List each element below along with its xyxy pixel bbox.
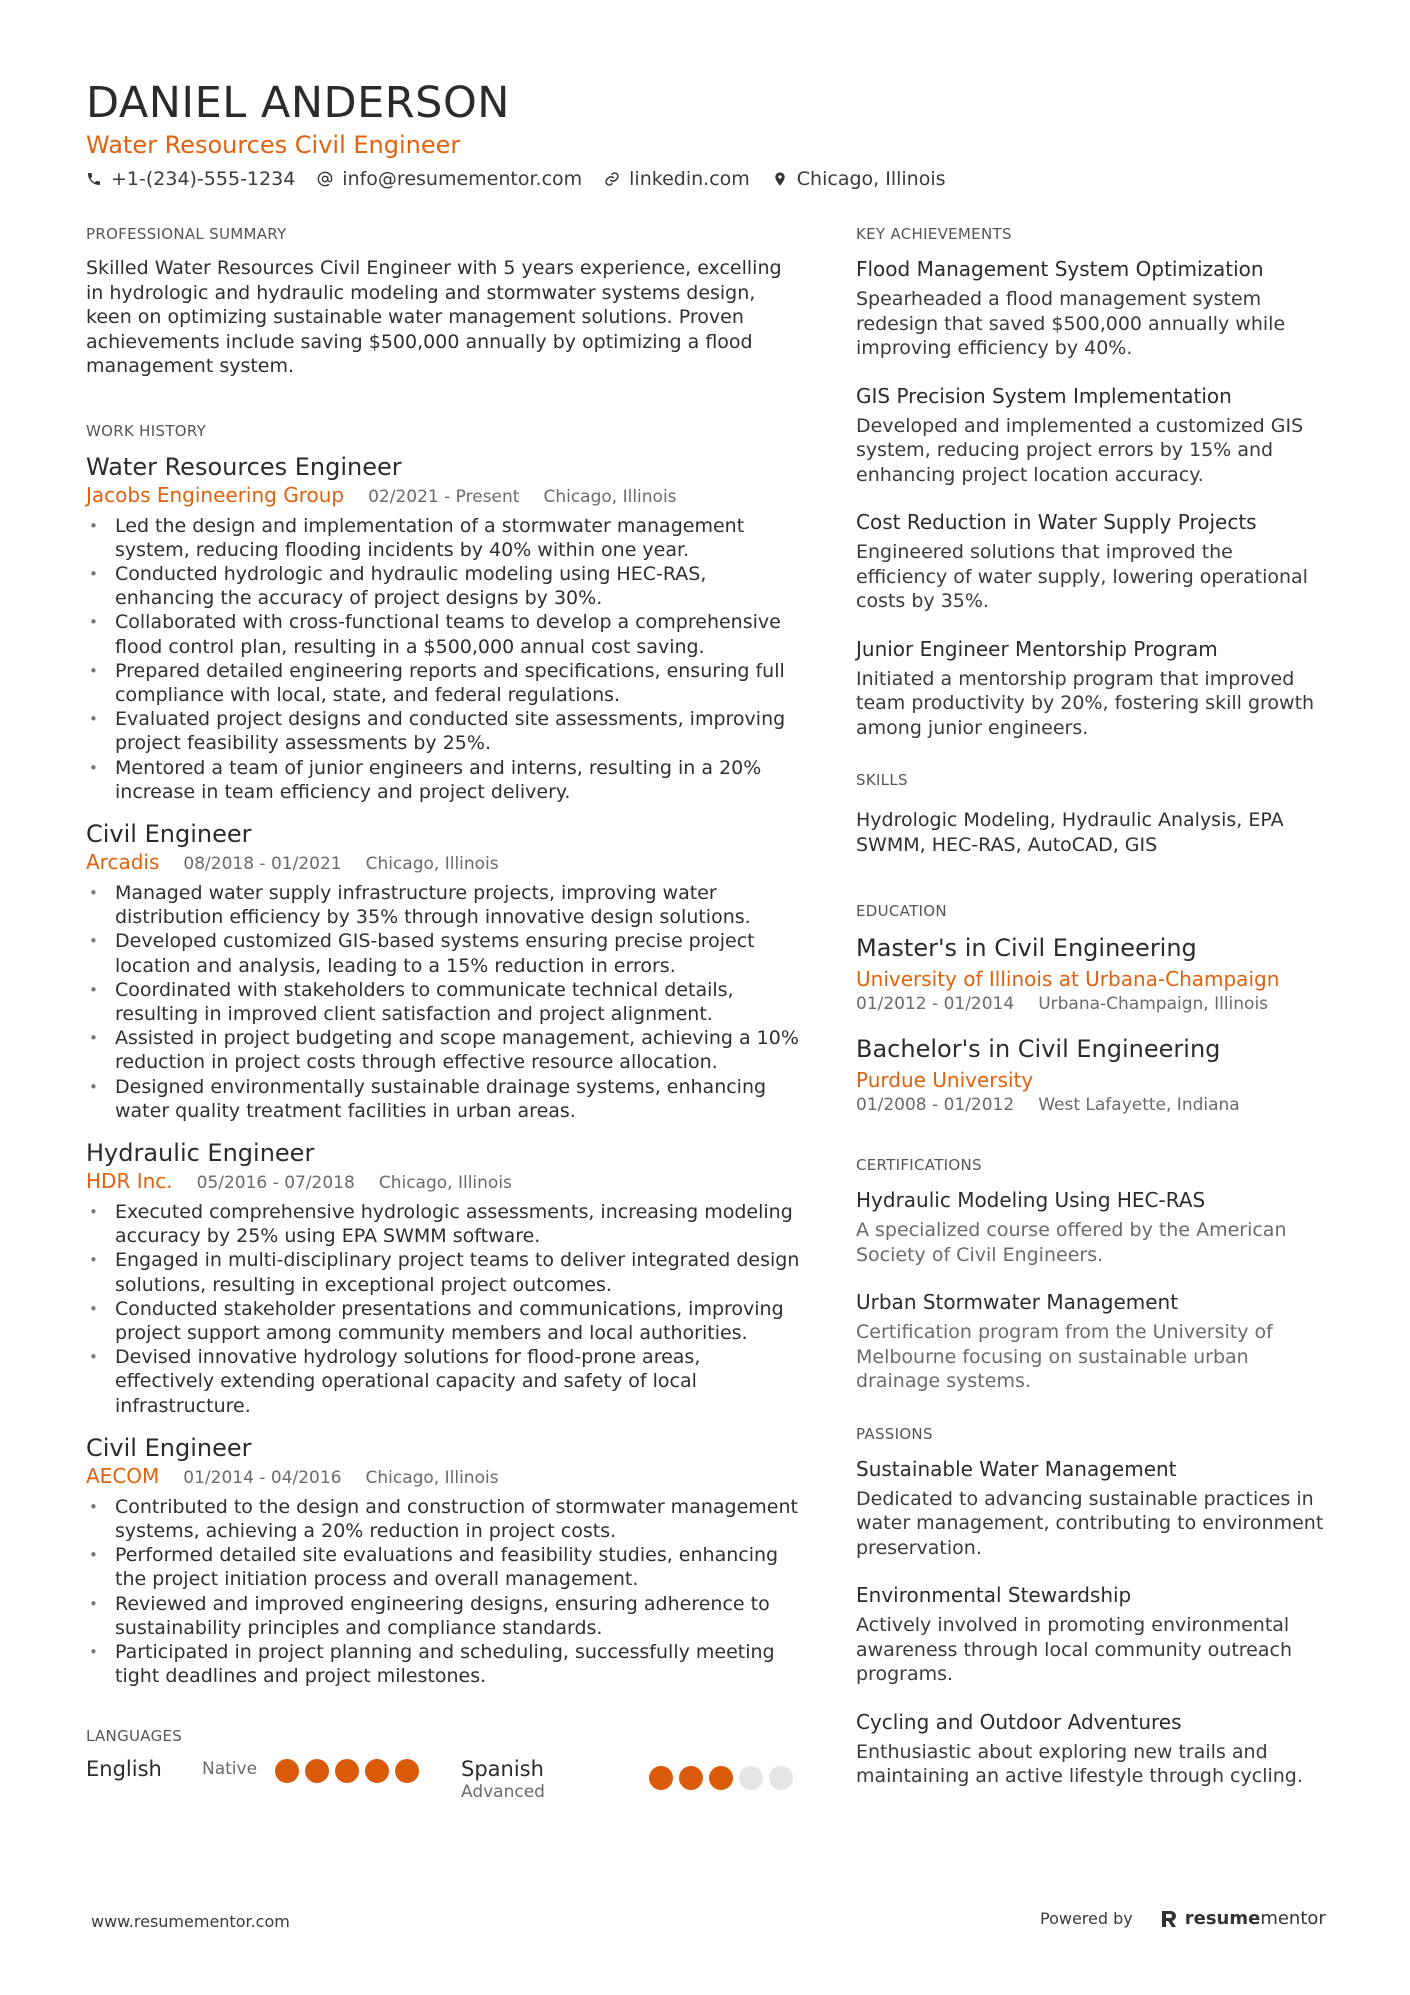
- skills-heading: SKILLS: [856, 771, 908, 789]
- job-bullet: • Engaged in multi-disciplinary project teams to deliver integrated design solutions, resulting in exceptional project outcomes.: [86, 1248, 801, 1296]
- language-name: English: [86, 1757, 162, 1782]
- language-item: [461, 1756, 801, 1802]
- passion-desc: Enthusiastic about exploring new trails and maintaining an active lifestyle through cycling.: [856, 1740, 1303, 1787]
- resume-page: [86, 78, 1324, 1803]
- footer-website[interactable]: www.resumementor.com: [91, 1912, 290, 1931]
- location-pin-icon: [772, 171, 788, 187]
- brand-name: [1185, 1908, 1326, 1929]
- achievement-item: [856, 383, 1324, 488]
- rating-dot-empty: [769, 1766, 793, 1790]
- passion-desc: Actively involved in promoting environmental awareness through local community outreach programs.: [856, 1614, 1292, 1685]
- job-entry: [86, 1434, 801, 1689]
- job-meta: [86, 849, 801, 877]
- certification-desc: Certification program from the University of Melbourne focusing on sustainable urban drainage systems.: [856, 1321, 1273, 1392]
- passion-title: Environmental Stewardship: [856, 1583, 1132, 1607]
- job-bullet: • Performed detailed site evaluations and feasibility studies, enhancing the project initiation process and overall management.: [86, 1543, 801, 1591]
- passion-item: [856, 1709, 1324, 1789]
- job-bullet: • Prepared detailed engineering reports and specifications, ensuring full compliance with local, state, and federal regulations.: [86, 659, 801, 707]
- skills-text: Hydrologic Modeling, Hydraulic Analysis, EPA SWMM, HEC-RAS, AutoCAD, GIS: [856, 809, 1284, 856]
- achievement-item: [856, 636, 1324, 741]
- passion-item: [856, 1456, 1324, 1561]
- phone-icon: [86, 171, 102, 187]
- passion-title: Cycling and Outdoor Adventures: [856, 1709, 1182, 1734]
- contact-location: [772, 166, 946, 192]
- achievement-desc: Spearheaded a flood management system redesign that saved $500,000 annually while improving efficiency by 40%.: [856, 288, 1286, 359]
- job-bullet: • Contributed to the design and construction of stormwater management systems, achieving a 20% reduction in project costs.: [86, 1495, 801, 1543]
- skills-section: [856, 770, 1324, 857]
- work-history-section: [86, 421, 801, 1689]
- languages-section: [86, 1726, 801, 1802]
- brand-name-rest: mentor: [1260, 1908, 1326, 1929]
- job-bullets: [86, 1200, 801, 1418]
- job-bullet: • Led the design and implementation of a stormwater management system, reducing flooding incidents by 40% within one year.: [86, 514, 801, 562]
- job-dates: 08/2018 - 01/2021: [183, 853, 342, 874]
- education-section: [856, 901, 1324, 1117]
- language-level: Advanced: [461, 1782, 545, 1803]
- work-history-heading: WORK HISTORY: [86, 421, 207, 440]
- job-dates: 01/2014 - 04/2016: [183, 1467, 342, 1488]
- certification-title: Urban Stormwater Management: [856, 1290, 1179, 1314]
- rating-dot-filled: [709, 1766, 733, 1790]
- job-bullet: • Coordinated with stakeholders to communicate technical details, resulting in improved client satisfaction and project alignment.: [86, 978, 801, 1026]
- language-name: Spanish: [461, 1757, 544, 1782]
- job-bullet: • Managed water supply infrastructure projects, improving water distribution efficiency by 35% through innovative design solutions.: [86, 881, 801, 929]
- achievement-item: [856, 509, 1324, 614]
- language-labels: [461, 1756, 649, 1802]
- passion-item: [856, 1582, 1324, 1687]
- job-meta: [86, 482, 801, 510]
- rating-dot-filled: [335, 1759, 359, 1783]
- education-school: University of Illinois at Urbana-Champaign: [856, 967, 1280, 991]
- education-location: West Lafayette, Indiana: [1038, 1095, 1240, 1115]
- job-dates: 05/2016 - 07/2018: [196, 1172, 355, 1193]
- job-bullets: [86, 1495, 801, 1689]
- job-bullet: • Participated in project planning and scheduling, successfully meeting tight deadlines and project milestones.: [86, 1640, 801, 1688]
- achievement-desc: Engineered solutions that improved the efficiency of water supply, lowering operational costs by 35%.: [856, 541, 1308, 612]
- certifications-heading: CERTIFICATIONS: [856, 1156, 982, 1174]
- job-title: Hydraulic Engineer: [86, 1138, 315, 1167]
- job-entry: [86, 1139, 801, 1418]
- job-bullet: • Conducted hydrologic and hydraulic modeling using HEC-RAS, enhancing the accuracy of project designs by 30%.: [86, 562, 801, 610]
- brand-logo[interactable]: [1159, 1908, 1326, 1929]
- education-degree: Bachelor's in Civil Engineering: [856, 1035, 1221, 1063]
- contact-email[interactable]: [317, 166, 582, 192]
- achievement-title: GIS Precision System Implementation: [856, 383, 1232, 408]
- job-title: Civil Engineer: [86, 819, 252, 848]
- job-bullet: • Collaborated with cross-functional teams to develop a comprehensive flood control plan, resulting in a $500,000 annual cost saving.: [86, 610, 801, 658]
- languages-list: [86, 1756, 801, 1802]
- rating-dot-empty: [739, 1766, 763, 1790]
- email-text: info@resumementor.com: [342, 168, 583, 190]
- job-entry: [86, 453, 801, 804]
- job-title-headline: Water Resources Civil Engineer: [86, 131, 461, 159]
- job-bullet: • Developed customized GIS-based systems ensuring precise project location and analysis, leading to a 15% reduction in errors.: [86, 929, 801, 977]
- rating-dot-filled: [275, 1759, 299, 1783]
- job-bullet: • Conducted stakeholder presentations and communications, improving project support among community members and local authorities.: [86, 1297, 801, 1345]
- summary-text: Skilled Water Resources Civil Engineer with 5 years experience, excelling in hydrologic and hydraulic modeling and stormwater systems design, keen on optimizing sustainable water management solutions. Proven achievements include saving $500,000 annually by optimizing a flood management system.: [86, 257, 782, 377]
- job-bullets: [86, 881, 801, 1123]
- job-title: Water Resources Engineer: [86, 452, 402, 481]
- contact-linkedin[interactable]: [604, 166, 750, 192]
- achievements-section: [856, 224, 1324, 740]
- job-company: HDR Inc.: [86, 1168, 173, 1193]
- education-dates: 01/2008 - 01/2012: [856, 1095, 1015, 1115]
- powered-by-text: Powered by: [1040, 1909, 1133, 1928]
- certification-title: Hydraulic Modeling Using HEC-RAS: [856, 1188, 1206, 1212]
- left-column: [86, 224, 801, 1802]
- job-bullet: • Evaluated project designs and conducted site assessments, improving project feasibility assessments by 25%.: [86, 707, 801, 755]
- passion-desc: Dedicated to advancing sustainable practices in water management, contributing to environment preservation.: [856, 1487, 1324, 1559]
- achievement-desc: Developed and implemented a customized GIS system, reducing project errors by 15% and enhancing project location accuracy.: [856, 414, 1304, 486]
- job-meta: [86, 1168, 801, 1196]
- job-bullet: • Executed comprehensive hydrologic assessments, increasing modeling accuracy by 25% using EPA SWMM software.: [86, 1200, 801, 1248]
- achievements-heading: KEY ACHIEVEMENTS: [856, 225, 1012, 243]
- job-entry: [86, 820, 801, 1123]
- job-bullet: • Designed environmentally sustainable drainage systems, enhancing water quality treatment facilities in urban areas.: [86, 1075, 801, 1123]
- at-sign-icon: [317, 171, 333, 187]
- certification-desc: A specialized course offered by the American Society of Civil Engineers.: [856, 1219, 1287, 1266]
- rating-dot-filled: [365, 1759, 389, 1783]
- job-title: Civil Engineer: [86, 1433, 252, 1462]
- rating-dot-filled: [679, 1766, 703, 1790]
- achievement-item: [856, 256, 1324, 361]
- education-meta: [856, 1093, 1324, 1117]
- job-bullets: [86, 514, 801, 804]
- candidate-name: DANIEL ANDERSON: [86, 78, 510, 128]
- language-level: Native: [202, 1759, 258, 1780]
- brand-name-bold: resume: [1184, 1908, 1261, 1929]
- language-rating: [275, 1759, 419, 1783]
- job-bullet: • Devised innovative hydrology solutions for flood-prone areas, effectively extending operational capacity and safety of local infrastructure.: [86, 1345, 801, 1418]
- job-bullet: • Assisted in project budgeting and scope management, achieving a 10% reduction in project costs through effective resource allocation.: [86, 1026, 801, 1074]
- passions-section: [856, 1424, 1324, 1789]
- job-company: AECOM: [86, 1463, 160, 1488]
- job-bullet: • Reviewed and improved engineering designs, ensuring adherence to sustainability principles and compliance standards.: [86, 1592, 801, 1640]
- achievement-title: Flood Management System Optimization: [856, 257, 1264, 281]
- passions-heading: PASSIONS: [856, 1424, 933, 1443]
- achievement-title: Cost Reduction in Water Supply Projects: [856, 510, 1257, 534]
- location-text: Chicago, Illinois: [796, 168, 946, 190]
- job-location: Chicago, Illinois: [365, 1467, 499, 1488]
- rating-dot-filled: [305, 1759, 329, 1783]
- education-location: Urbana-Champaign, Illinois: [1038, 994, 1269, 1014]
- contact-bar: [86, 166, 1324, 192]
- achievement-title: Junior Engineer Mentorship Program: [856, 636, 1218, 661]
- job-meta: [86, 1463, 801, 1491]
- languages-heading: LANGUAGES: [86, 1727, 183, 1746]
- education-school: Purdue University: [856, 1068, 1034, 1092]
- certifications-section: [856, 1155, 1324, 1394]
- summary-heading: PROFESSIONAL SUMMARY: [86, 225, 287, 243]
- job-company: Arcadis: [86, 849, 160, 874]
- certification-item: [856, 1187, 1324, 1267]
- phone-text: +1-(234)-555-1234: [111, 168, 296, 190]
- achievement-desc: Initiated a mentorship program that improved team productivity by 20%, fostering skill growth among junior engineers.: [856, 667, 1315, 739]
- job-location: Chicago, Illinois: [543, 486, 677, 507]
- education-item: [856, 1034, 1324, 1117]
- job-location: Chicago, Illinois: [378, 1172, 512, 1193]
- job-location: Chicago, Illinois: [365, 853, 499, 874]
- education-heading: EDUCATION: [856, 902, 947, 920]
- footer-branding: [1040, 1908, 1326, 1929]
- contact-phone[interactable]: [86, 166, 295, 192]
- link-icon: [604, 171, 620, 187]
- job-dates: 02/2021 - Present: [368, 486, 520, 507]
- right-column: [856, 224, 1324, 1811]
- rating-dot-filled: [649, 1766, 673, 1790]
- passion-title: Sustainable Water Management: [856, 1456, 1177, 1481]
- education-dates: 01/2012 - 01/2014: [856, 994, 1015, 1014]
- language-rating: [649, 1766, 793, 1790]
- linkedin-text: linkedin.com: [629, 168, 750, 190]
- certification-item: [856, 1289, 1324, 1394]
- education-meta: [856, 992, 1324, 1016]
- education-degree: Master's in Civil Engineering: [856, 934, 1197, 962]
- job-bullet: • Mentored a team of junior engineers and interns, resulting in a 20% increase in team efficiency and project delivery.: [86, 756, 801, 804]
- language-item: [86, 1756, 461, 1783]
- job-company: Jacobs Engineering Group: [86, 482, 345, 507]
- education-item: [856, 933, 1324, 1016]
- resumementor-logo-icon: [1159, 1909, 1179, 1929]
- rating-dot-filled: [395, 1759, 419, 1783]
- summary-section: [86, 224, 801, 379]
